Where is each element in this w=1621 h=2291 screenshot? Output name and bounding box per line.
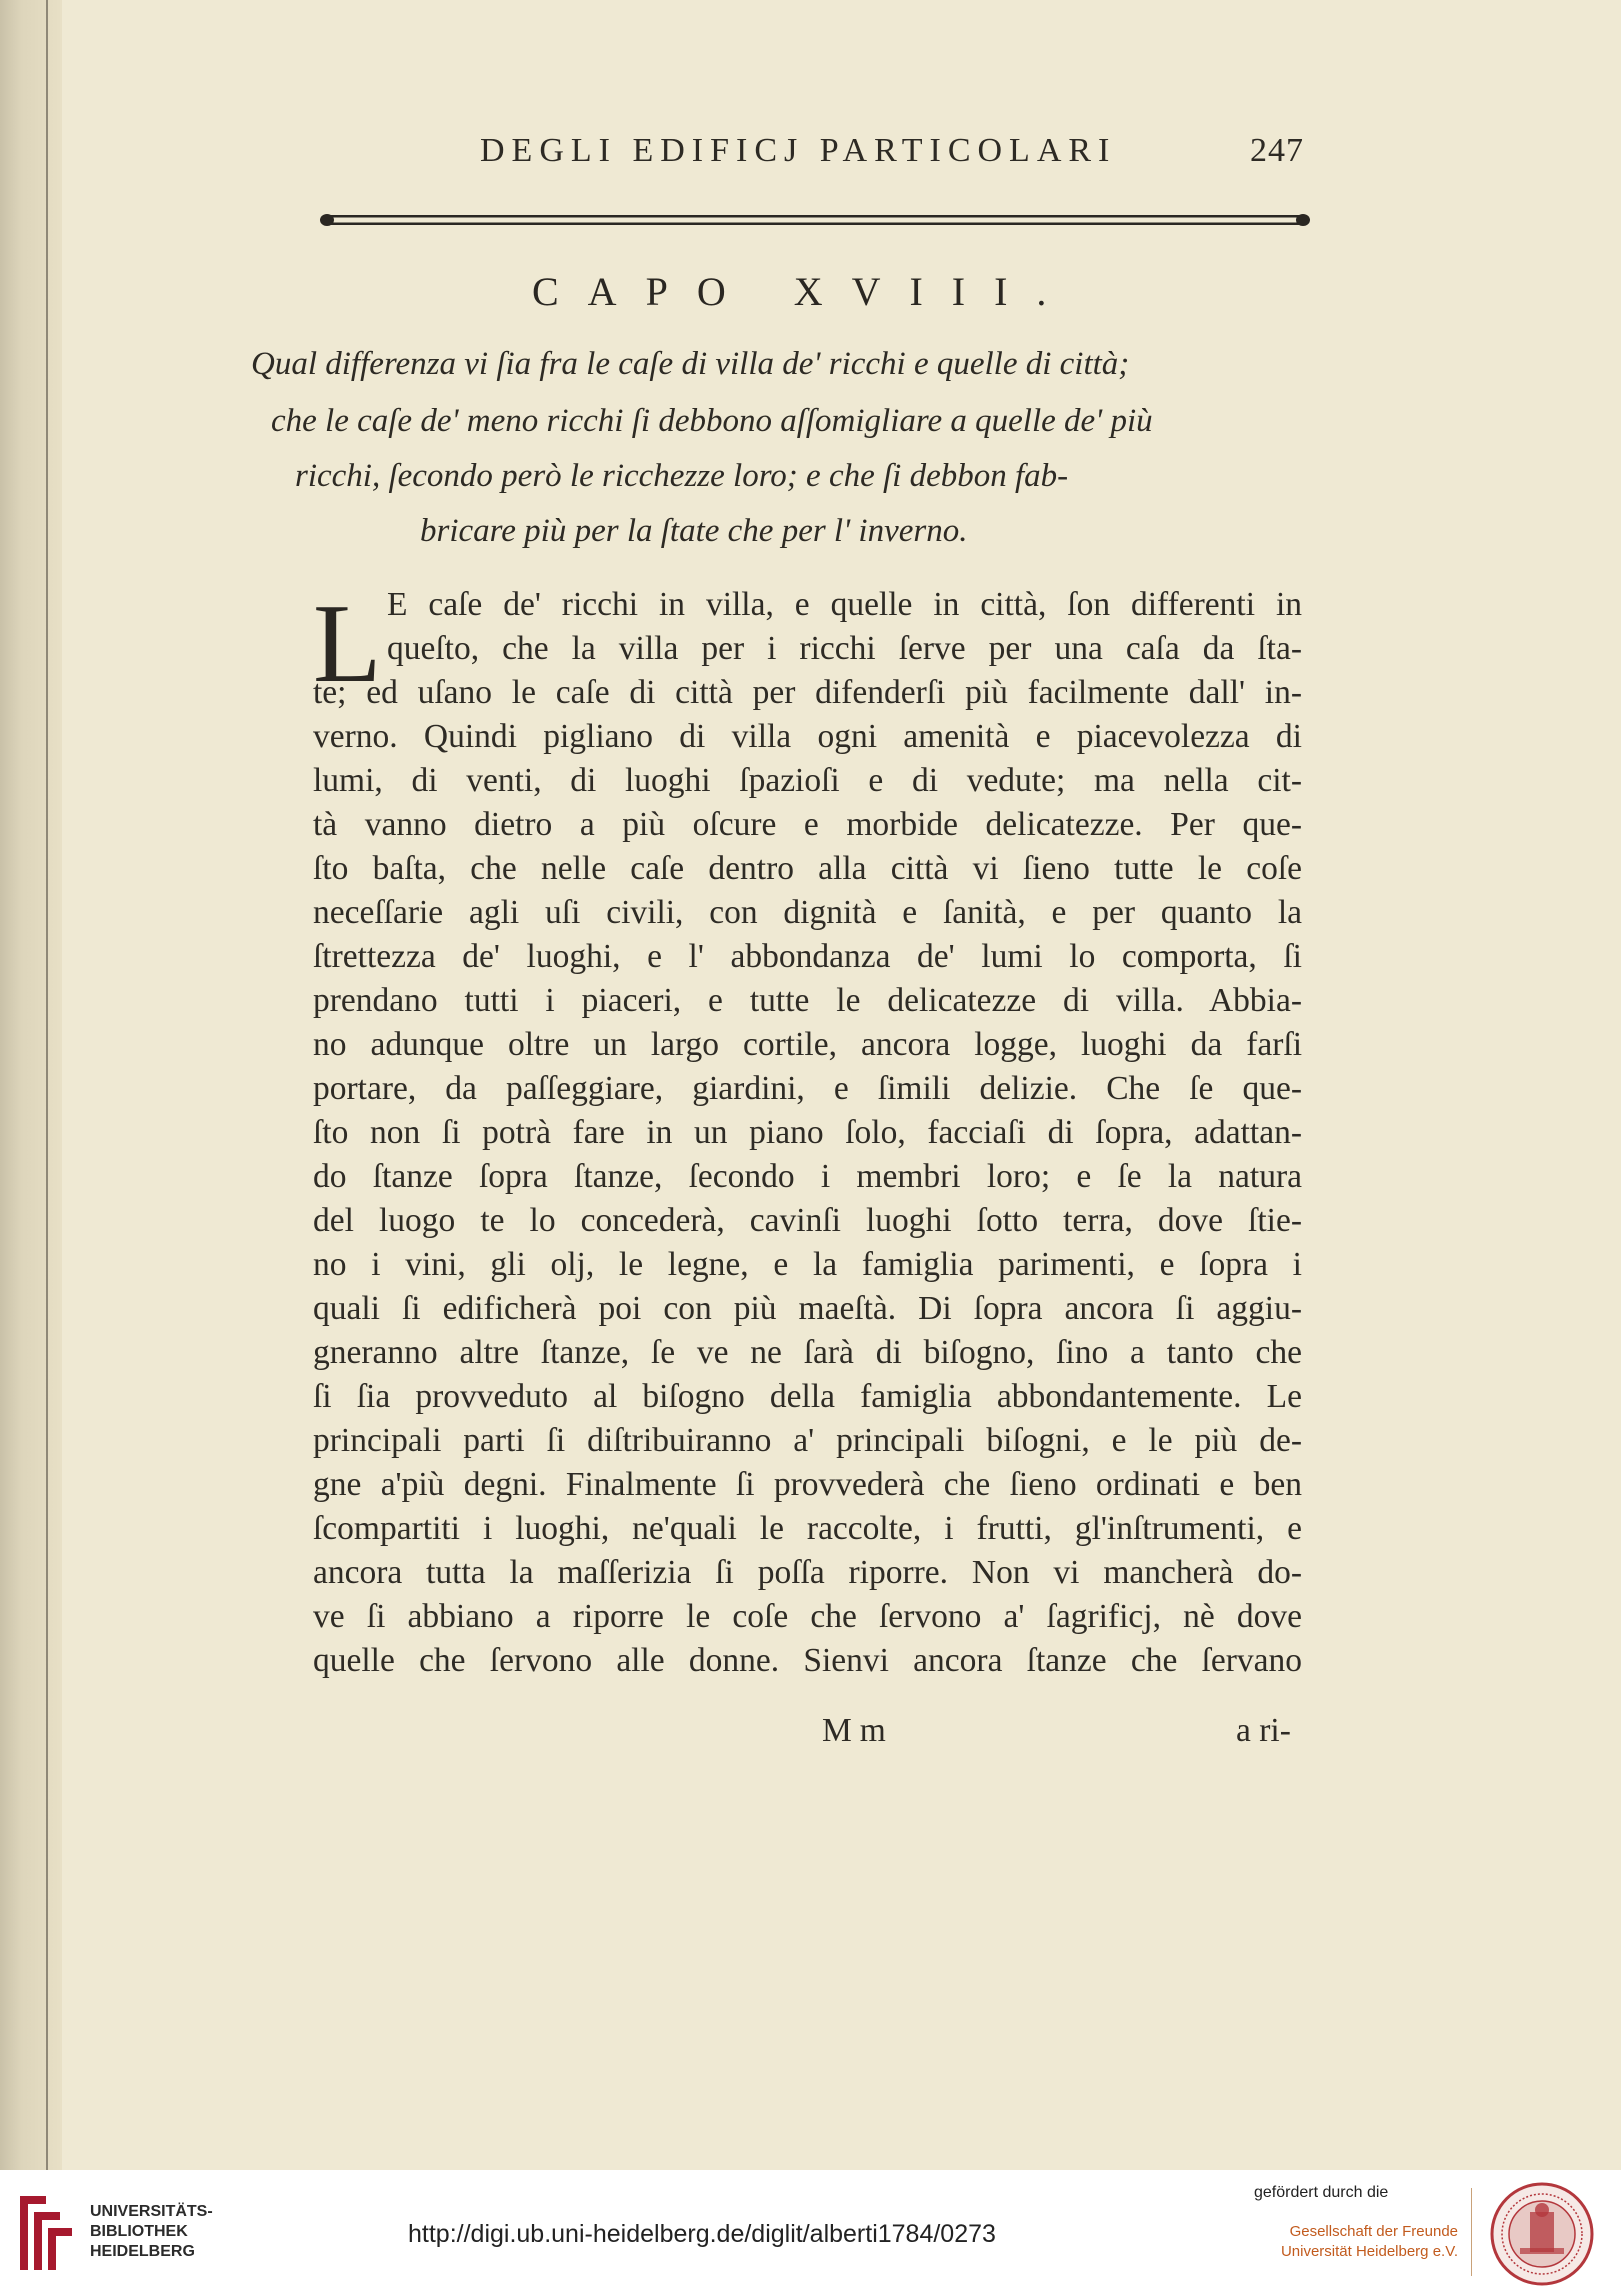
body-text-line: ſcompartiti i luoghi, ne'quali le raccolte, i frutti, gl'inſtrumenti, e	[313, 1510, 1302, 1547]
body-text-line: ſto baſta, che nelle caſe dentro alla città vi ſieno tutte le coſe	[313, 850, 1302, 887]
permalink-url[interactable]: http://digi.ub.uni-heidelberg.de/diglit/alberti1784/0273	[408, 2220, 996, 2248]
ornamental-rule	[320, 213, 1310, 227]
body-text-line: no i vini, gli olj, le legne, e la famiglia parimenti, e ſopra i	[313, 1246, 1302, 1283]
body-text-line: quali ſi edificherà poi con più maeſtà. Di ſopra ancora ſi aggiu-	[313, 1290, 1302, 1327]
body-text-line: queſto, che la villa per i ricchi ſerve per una caſa da ſta-	[387, 630, 1302, 667]
body-text-line: do ſtanze ſopra ſtanze, ſecondo i membri loro; e ſe la natura	[313, 1158, 1302, 1195]
library-name-line: HEIDELBERG	[90, 2243, 195, 2260]
book-gutter	[0, 0, 62, 2170]
body-text-line: ancora tutta la maſſerizia ſi poſſa riporre. Non vi mancherà do-	[313, 1554, 1302, 1591]
library-name	[90, 2202, 213, 2262]
body-text-line: ve ſi abbiano a riporre le coſe che ſervono a' ſagrificj, nè dove	[313, 1598, 1302, 1635]
body-text-line: del luogo te lo concederà, cavinſi luoghi ſotto terra, dove ſtie-	[313, 1202, 1302, 1239]
university-library-logo-icon[interactable]	[14, 2190, 76, 2276]
chapter-subtitle-line: che le caſe de' meno ricchi ſi debbono aſſomigliare a quelle de' più	[271, 403, 1153, 439]
drop-cap: L	[313, 582, 382, 706]
library-name-line: UNIVERSITÄTS-	[90, 2203, 213, 2220]
chapter-subtitle-line: bricare più per la ſtate che per l' inverno.	[420, 513, 968, 549]
body-text-line: ſtrettezza de' luoghi, e l' abbondanza de' lumi lo comporta, ſi	[313, 938, 1302, 975]
footer-banner	[0, 2170, 1621, 2291]
sponsor-name[interactable]	[1262, 2222, 1458, 2262]
chapter-subtitle-line: ricchi, ſecondo però le ricchezze loro; e che ſi debbon fab-	[295, 458, 1069, 494]
page-number: 247	[1250, 132, 1304, 169]
body-text-line: no adunque oltre un largo cortile, ancora logge, luoghi da farſi	[313, 1026, 1302, 1063]
sponsor-name-line: Gesellschaft der Freunde	[1289, 2223, 1458, 2240]
body-text-line: ſi ſia provveduto al biſogno della famiglia abbondantemente. Le	[313, 1378, 1302, 1415]
body-text-line: prendano tutti i piaceri, e tutte le delicatezze di villa. Abbia-	[313, 982, 1302, 1019]
running-title: DEGLI EDIFICJ PARTICOLARI	[480, 132, 1117, 169]
body-text-line: ſto non ſi potrà fare in un piano ſolo, facciaſi di ſopra, adattan-	[313, 1114, 1302, 1151]
chapter-subtitle-line: Qual differenza vi ſia fra le caſe di villa de' ricchi e quelle di città;	[251, 346, 1130, 382]
sponsor-label: gefördert durch die	[1254, 2184, 1389, 2201]
page-sheet	[62, 0, 1621, 2170]
body-text-line: portare, da paſſeggiare, giardini, e ſimili delizie. Che ſe que-	[313, 1070, 1302, 1107]
body-text-line: quelle che ſervono alle donne. Sienvi ancora ſtanze che ſervano	[313, 1642, 1302, 1679]
body-text-line: lumi, di venti, di luoghi ſpazioſi e di vedute; ma nella cit-	[313, 762, 1302, 799]
body-text-line: tà vanno dietro a più oſcure e morbide delicatezze. Per que-	[313, 806, 1302, 843]
body-text-line: principali parti ſi diſtribuiranno a' principali biſogni, e le più de-	[313, 1422, 1302, 1459]
body-text-line: verno. Quindi pigliano di villa ogni amenità e piacevolezza di	[313, 718, 1302, 755]
body-text-line: gneranno altre ſtanze, ſe ve ne ſarà di biſogno, ſino a tanto che	[313, 1334, 1302, 1371]
sponsor-name-line: Universität Heidelberg e.V.	[1280, 2243, 1458, 2260]
body-text-line: te; ed uſano le caſe di città per difenderſi più facilmente dall' in-	[313, 674, 1302, 711]
library-name-line: BIBLIOTHEK	[90, 2223, 188, 2240]
catchword: a ri-	[1236, 1712, 1291, 1749]
sponsor-divider	[1471, 2188, 1472, 2276]
body-text-line: neceſſarie agli uſi civili, con dignità e ſanità, e per quanto la	[313, 894, 1302, 931]
chapter-heading: CAPO XVIII.	[532, 269, 1076, 314]
signature-mark: Mm	[822, 1712, 894, 1749]
body-text-line: gne a'più degni. Finalmente ſi provvederà che ſieno ordinati e ben	[313, 1466, 1302, 1503]
body-text-line: E caſe de' ricchi in villa, e quelle in città, ſon differenti in	[387, 586, 1302, 623]
university-seal-icon[interactable]	[1490, 2182, 1594, 2286]
gutter-fold-line	[46, 0, 48, 2170]
